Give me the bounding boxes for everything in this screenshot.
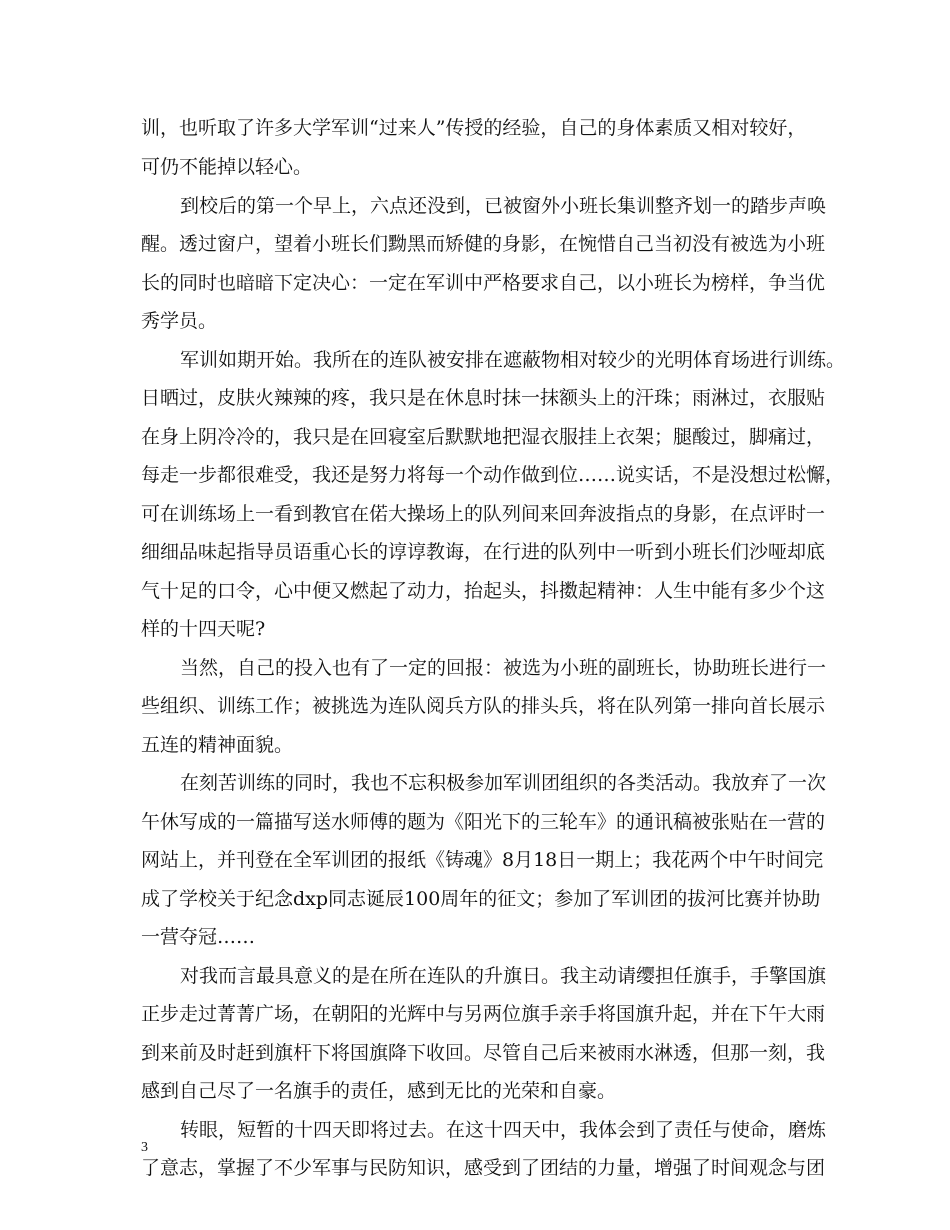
- text-line: 可在训练场上一看到教官在偌大操场上的队列间来回奔波指点的身影，在点评时一: [141, 503, 826, 525]
- page-number: 3: [141, 1140, 148, 1155]
- text-line: 样的十四天呢?: [141, 618, 266, 640]
- paragraph-first-line: 当然，自己的投入也有了一定的回报：被选为小班的副班长，协助班长进行一: [180, 657, 827, 679]
- paragraph-first-line: 对我而言最具意义的是在所在连队的升旗日。我主动请缨担任旗手，手擎国旗: [180, 965, 827, 987]
- text-line: 气十足的口令，心中便又燃起了动力，抬起头，抖擞起精神：人生中能有多少个这: [141, 580, 826, 602]
- text-line: 训，也听取了许多大学军训“过来人”传授的经验，自己的身体素质又相对较好，: [141, 117, 807, 139]
- text-line: 正步走过菁菁广场，在朝阳的光辉中与另两位旗手亲手将国旗升起，并在下午大雨: [141, 1003, 826, 1025]
- text-line: 午休写成的一篇描写送水师傅的题为《阳光下的三轮车》的通讯稿被张贴在一营的: [141, 811, 826, 833]
- paragraph-first-line: 到校后的第一个早上，六点还没到，已被窗外小班长集训整齐划一的踏步声唤: [180, 195, 827, 217]
- paragraph-first-line: 军训如期开始。我所在的连队被安排在遮蔽物相对较少的光明体育场进行训练。: [180, 349, 846, 371]
- text-line: 在身上阴冷冷的，我只是在回寝室后默默地把湿衣服挂上衣架；腿酸过，脚痛过，: [141, 426, 826, 448]
- text-line: 网站上，并刊登在全军训团的报纸《铸魂》8月18日一期上；我花两个中午时间完: [141, 849, 824, 871]
- text-line: 一营夺冠……: [141, 926, 256, 948]
- text-line: 醒。透过窗户，望着小班长们黝黑而矫健的身影，在惋惜自己当初没有被选为小班: [141, 233, 826, 255]
- paragraph-first-line: 转眼，短暂的十四天即将过去。在这十四天中，我体会到了责任与使命，磨炼: [180, 1119, 827, 1141]
- text-line: 成了学校关于纪念dxp同志诞辰100周年的征文；参加了军训团的拔河比赛并协助: [141, 888, 821, 910]
- text-line: 了意志，掌握了不少军事与民防知识，感受到了团结的力量，增强了时间观念与团: [141, 1157, 826, 1179]
- text-line: 细细品味起指导员语重心长的谆谆教诲，在行进的队列中一听到小班长们沙哑却底: [141, 541, 826, 563]
- text-line: 长的同时也暗暗下定决心：一定在军训中严格要求自己，以小班长为榜样，争当优: [141, 272, 826, 294]
- text-line: 感到自己尽了一名旗手的责任，感到无比的光荣和自豪。: [141, 1080, 617, 1102]
- text-line: 些组织、训练工作；被挑选为连队阅兵方队的排头兵，将在队列第一排向首长展示: [141, 695, 826, 717]
- text-line: 日晒过，皮肤火辣辣的疼，我只是在休息时抹一抹额头上的汗珠；雨淋过，衣服贴: [141, 387, 826, 409]
- paragraph-first-line: 在刻苦训练的同时，我也不忘积极参加军训团组织的各类活动。我放弃了一次: [180, 772, 827, 794]
- text-line: 秀学员。: [141, 310, 218, 332]
- text-line: 每走一步都很难受，我还是努力将每一个动作做到位……说实话，不是没想过松懈，: [141, 464, 845, 486]
- text-line: 到来前及时赶到旗杆下将国旗降下收回。尽管自己后来被雨水淋透，但那一刻，我: [141, 1042, 826, 1064]
- text-line: 五连的精神面貌。: [141, 734, 294, 756]
- text-line: 可仍不能掉以轻心。: [141, 156, 313, 178]
